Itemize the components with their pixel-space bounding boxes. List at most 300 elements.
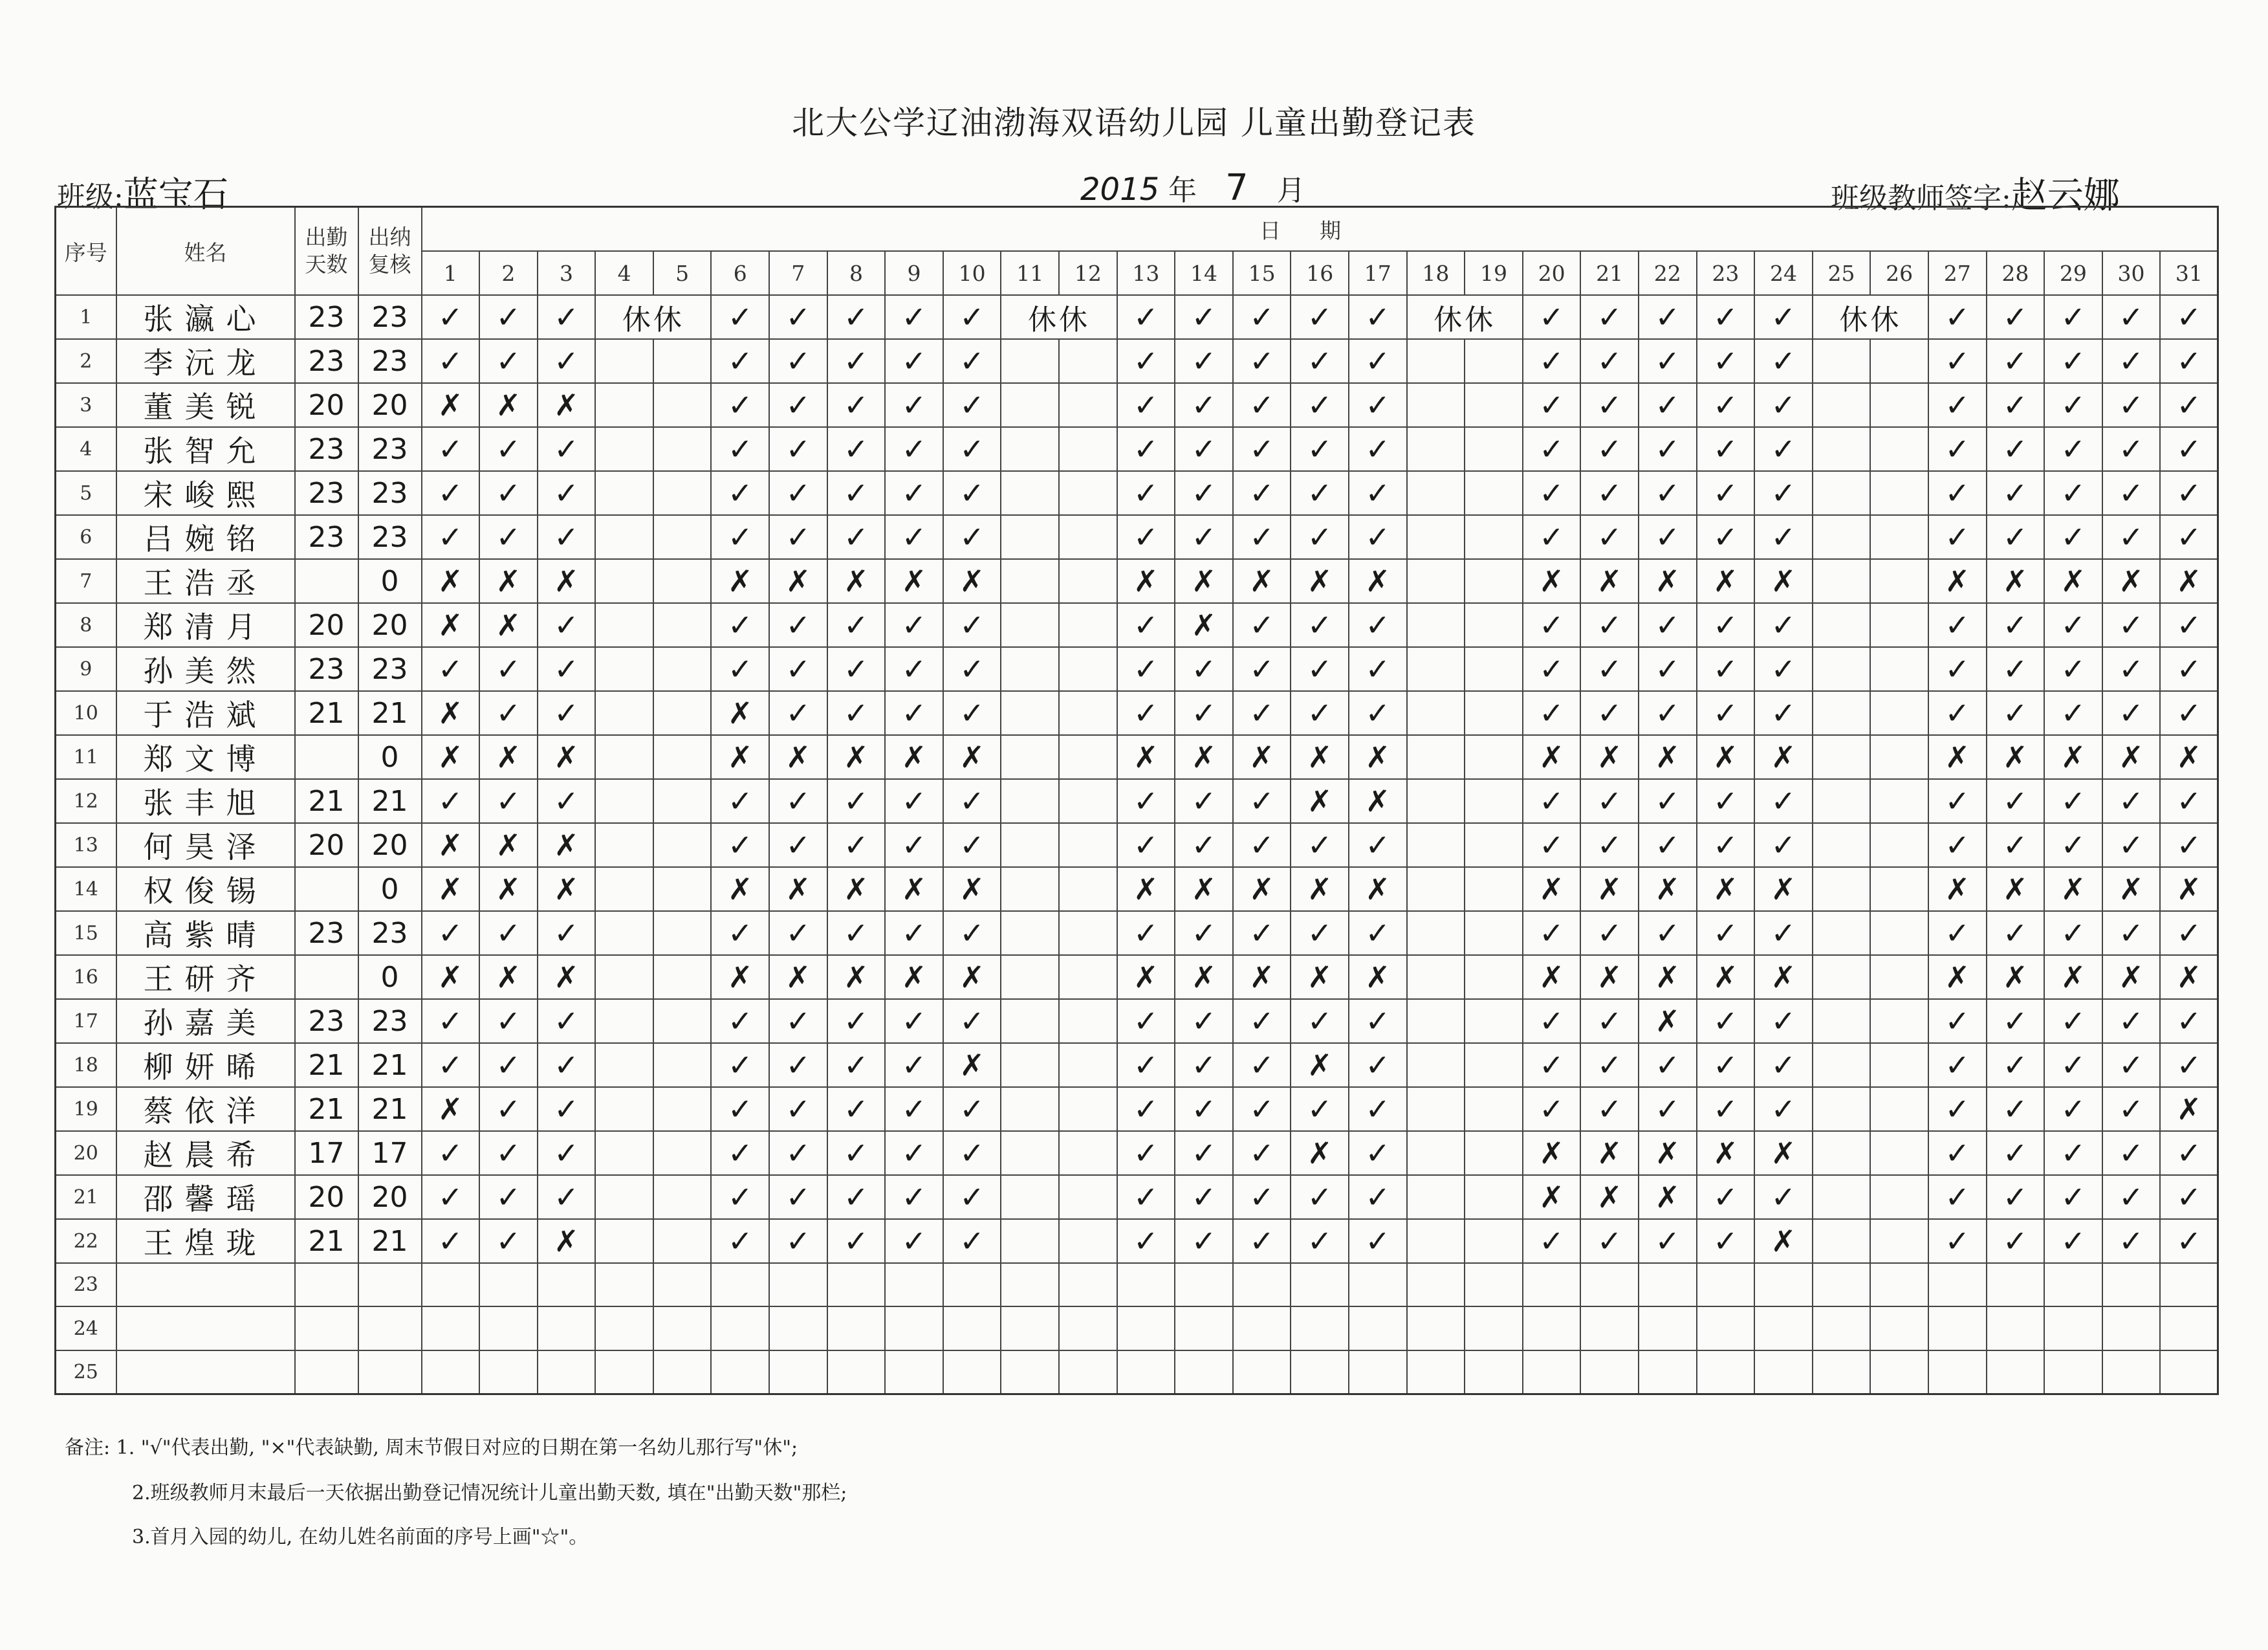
cashier-check: 23	[358, 911, 422, 955]
present-mark: ✓	[2044, 1219, 2102, 1263]
attendance-days: 21	[295, 1043, 358, 1087]
empty-cell	[1465, 427, 1523, 471]
absent-mark: ✗	[1117, 955, 1175, 999]
present-mark: ✓	[827, 999, 886, 1043]
present-mark: ✓	[479, 1043, 538, 1087]
empty-cell	[1407, 999, 1465, 1043]
present-mark: ✓	[1233, 603, 1291, 647]
empty-cell	[1407, 339, 1465, 383]
present-mark: ✓	[479, 339, 538, 383]
empty-cell	[1291, 1306, 1349, 1350]
table-row	[56, 295, 2218, 339]
empty-cell	[653, 647, 712, 691]
absent-mark: ✗	[538, 867, 596, 911]
absent-mark: ✗	[769, 735, 827, 779]
empty-cell	[1987, 1263, 2045, 1306]
empty-cell	[943, 1263, 1001, 1306]
empty-cell	[595, 691, 653, 735]
year-label: 年	[1168, 174, 1197, 207]
absent-mark: ✗	[1349, 955, 1407, 999]
present-mark: ✓	[1580, 515, 1639, 559]
absent-mark: ✗	[422, 823, 480, 867]
absent-mark: ✗	[711, 691, 769, 735]
absent-mark: ✗	[1349, 559, 1407, 603]
cashier-check	[358, 1306, 422, 1350]
present-mark: ✓	[827, 1175, 886, 1219]
empty-cell	[653, 1350, 712, 1394]
empty-cell	[1870, 383, 1928, 427]
empty-cell	[1059, 1306, 1117, 1350]
empty-cell	[1465, 515, 1523, 559]
empty-cell	[1870, 999, 1928, 1043]
absent-mark: ✗	[1697, 1131, 1755, 1175]
cashier-check: 0	[358, 559, 422, 603]
empty-cell	[1580, 1306, 1639, 1350]
present-mark: ✓	[827, 383, 886, 427]
row-number: 7	[56, 559, 116, 603]
present-mark: ✓	[2102, 515, 2161, 559]
row-number: 14	[56, 867, 116, 911]
present-mark: ✓	[1349, 295, 1407, 339]
absent-mark: ✗	[827, 735, 886, 779]
present-mark: ✓	[1697, 823, 1755, 867]
present-mark: ✓	[1928, 1087, 1987, 1131]
cashier-check: 20	[358, 823, 422, 867]
day-header: 7	[769, 251, 827, 295]
empty-cell	[1870, 427, 1928, 471]
present-mark: ✓	[885, 779, 943, 823]
present-mark: ✓	[885, 999, 943, 1043]
absent-mark: ✗	[1754, 867, 1813, 911]
empty-cell	[595, 603, 653, 647]
empty-cell	[1001, 955, 1059, 999]
empty-cell	[1001, 427, 1059, 471]
empty-cell	[595, 427, 653, 471]
empty-cell	[1813, 911, 1871, 955]
empty-cell	[1407, 515, 1465, 559]
present-mark: ✓	[1697, 999, 1755, 1043]
absent-mark: ✗	[1291, 867, 1349, 911]
present-mark: ✓	[1754, 647, 1813, 691]
absent-mark: ✗	[1349, 779, 1407, 823]
absent-mark: ✗	[1754, 1131, 1813, 1175]
absent-mark: ✗	[2044, 867, 2102, 911]
absent-mark: ✗	[479, 823, 538, 867]
present-mark: ✓	[538, 339, 596, 383]
present-mark: ✓	[1580, 603, 1639, 647]
empty-cell	[1465, 471, 1523, 515]
present-mark: ✓	[2102, 339, 2161, 383]
attendance-days: 23	[295, 911, 358, 955]
empty-cell	[1639, 1306, 1697, 1350]
present-mark: ✓	[2102, 823, 2161, 867]
present-mark: ✓	[1175, 691, 1233, 735]
absent-mark: ✗	[827, 559, 886, 603]
absent-mark: ✗	[2160, 735, 2218, 779]
present-mark: ✓	[2102, 1087, 2161, 1131]
present-mark: ✓	[1233, 1219, 1291, 1263]
empty-cell	[422, 1306, 480, 1350]
present-mark: ✓	[1291, 339, 1349, 383]
empty-cell	[1870, 911, 1928, 955]
empty-cell	[1407, 955, 1465, 999]
empty-cell	[1465, 1175, 1523, 1219]
empty-cell	[1291, 1350, 1349, 1394]
present-mark: ✓	[1175, 1175, 1233, 1219]
absent-mark: ✗	[1175, 735, 1233, 779]
present-mark: ✓	[2044, 911, 2102, 955]
attendance-days	[295, 1350, 358, 1394]
absent-mark: ✗	[1580, 735, 1639, 779]
attendance-days: 23	[295, 647, 358, 691]
note-line-2: 2.班级教师月末最后一天依据出勤登记情况统计儿童出勤天数, 填在"出勤天数"那栏;	[132, 1482, 847, 1504]
day-header: 14	[1175, 251, 1233, 295]
empty-cell	[1813, 647, 1871, 691]
present-mark: ✓	[769, 471, 827, 515]
empty-cell	[1813, 1219, 1871, 1263]
empty-cell	[1465, 647, 1523, 691]
present-mark: ✓	[1349, 427, 1407, 471]
empty-cell	[1870, 823, 1928, 867]
day-header: 5	[653, 251, 712, 295]
empty-cell	[538, 1350, 596, 1394]
child-name: 孙嘉美	[116, 999, 295, 1043]
empty-cell	[653, 1043, 712, 1087]
absent-mark: ✗	[1639, 735, 1697, 779]
present-mark: ✓	[1175, 383, 1233, 427]
present-mark: ✓	[885, 1175, 943, 1219]
present-mark: ✓	[1754, 1175, 1813, 1219]
present-mark: ✓	[1697, 1175, 1755, 1219]
empty-cell	[1987, 1350, 2045, 1394]
present-mark: ✓	[1987, 295, 2045, 339]
present-mark: ✓	[1175, 999, 1233, 1043]
present-mark: ✓	[538, 999, 596, 1043]
empty-cell	[595, 1219, 653, 1263]
empty-cell	[595, 735, 653, 779]
present-mark: ✓	[1639, 911, 1697, 955]
empty-cell	[653, 559, 712, 603]
empty-cell	[1407, 735, 1465, 779]
present-mark: ✓	[943, 383, 1001, 427]
present-mark: ✓	[943, 471, 1001, 515]
empty-cell	[1059, 1350, 1117, 1394]
empty-cell	[1465, 823, 1523, 867]
empty-cell	[595, 867, 653, 911]
absent-mark: ✗	[422, 559, 480, 603]
day-header: 24	[1754, 251, 1813, 295]
present-mark: ✓	[1117, 603, 1175, 647]
child-name: 蔡依洋	[116, 1087, 295, 1131]
empty-cell	[1870, 647, 1928, 691]
cashier-check: 21	[358, 691, 422, 735]
present-mark: ✓	[769, 339, 827, 383]
present-mark: ✓	[2160, 691, 2218, 735]
present-mark: ✓	[827, 911, 886, 955]
present-mark: ✓	[1291, 295, 1349, 339]
empty-cell	[1001, 647, 1059, 691]
absent-mark: ✗	[2044, 735, 2102, 779]
empty-cell	[1580, 1263, 1639, 1306]
empty-cell	[1697, 1350, 1755, 1394]
date-header: 日期	[422, 207, 2218, 252]
present-mark: ✓	[885, 427, 943, 471]
child-name: 宋峻熙	[116, 471, 295, 515]
absent-mark: ✗	[1697, 735, 1755, 779]
absent-mark: ✗	[538, 823, 596, 867]
empty-cell	[1059, 735, 1117, 779]
present-mark: ✓	[1639, 339, 1697, 383]
attendance-days: 20	[295, 383, 358, 427]
present-mark: ✓	[1580, 1043, 1639, 1087]
empty-cell	[2160, 1306, 2218, 1350]
absent-mark: ✗	[538, 559, 596, 603]
present-mark: ✓	[769, 779, 827, 823]
absent-mark: ✗	[943, 867, 1001, 911]
present-mark: ✓	[1523, 999, 1581, 1043]
present-mark: ✓	[1639, 1043, 1697, 1087]
empty-cell	[769, 1263, 827, 1306]
empty-cell	[1407, 559, 1465, 603]
present-mark: ✓	[1523, 383, 1581, 427]
table-row	[56, 779, 2218, 823]
present-mark: ✓	[2160, 383, 2218, 427]
present-mark: ✓	[943, 1131, 1001, 1175]
present-mark: ✓	[1754, 823, 1813, 867]
empty-cell	[1001, 383, 1059, 427]
attendance-days: 21	[295, 1219, 358, 1263]
present-mark: ✓	[538, 427, 596, 471]
attendance-days: 20	[295, 1175, 358, 1219]
present-mark: ✓	[1117, 1043, 1175, 1087]
present-mark: ✓	[1754, 295, 1813, 339]
table-row	[56, 1350, 2218, 1394]
table-row	[56, 427, 2218, 471]
absent-mark: ✗	[1639, 999, 1697, 1043]
present-mark: ✓	[2102, 999, 2161, 1043]
empty-cell	[1987, 1306, 2045, 1350]
present-mark: ✓	[1580, 295, 1639, 339]
empty-cell	[1870, 1175, 1928, 1219]
attendance-days: 23	[295, 295, 358, 339]
day-header: 20	[1523, 251, 1581, 295]
present-mark: ✓	[1754, 1087, 1813, 1131]
present-mark: ✓	[422, 1131, 480, 1175]
absent-mark: ✗	[1639, 1175, 1697, 1219]
present-mark: ✓	[2160, 295, 2218, 339]
absent-mark: ✗	[1697, 559, 1755, 603]
row-number: 16	[56, 955, 116, 999]
absent-mark: ✗	[1291, 1131, 1349, 1175]
empty-cell	[1523, 1263, 1581, 1306]
present-mark: ✓	[943, 515, 1001, 559]
day-header: 30	[2102, 251, 2161, 295]
present-mark: ✓	[1349, 1087, 1407, 1131]
present-mark: ✓	[1928, 471, 1987, 515]
present-mark: ✓	[769, 295, 827, 339]
empty-cell	[2044, 1306, 2102, 1350]
present-mark: ✓	[885, 603, 943, 647]
empty-cell	[1059, 339, 1117, 383]
present-mark: ✓	[538, 1087, 596, 1131]
empty-cell	[1407, 647, 1465, 691]
present-mark: ✓	[1928, 691, 1987, 735]
empty-cell	[1870, 1219, 1928, 1263]
present-mark: ✓	[1754, 691, 1813, 735]
present-mark: ✓	[1233, 647, 1291, 691]
empty-cell	[1813, 779, 1871, 823]
empty-cell	[1870, 1087, 1928, 1131]
class-label: 班级:	[57, 181, 124, 214]
child-name: 郑文博	[116, 735, 295, 779]
empty-cell	[1001, 911, 1059, 955]
present-mark: ✓	[827, 471, 886, 515]
child-name: 何昊泽	[116, 823, 295, 867]
empty-cell	[595, 1043, 653, 1087]
empty-cell	[1465, 735, 1523, 779]
present-mark: ✓	[1233, 295, 1291, 339]
empty-cell	[1233, 1306, 1291, 1350]
present-mark: ✓	[1117, 515, 1175, 559]
empty-cell	[1059, 1219, 1117, 1263]
present-mark: ✓	[1523, 603, 1581, 647]
present-mark: ✓	[711, 427, 769, 471]
empty-cell	[595, 647, 653, 691]
row-number: 12	[56, 779, 116, 823]
present-mark: ✓	[1233, 691, 1291, 735]
present-mark: ✓	[1987, 999, 2045, 1043]
absent-mark: ✗	[1523, 867, 1581, 911]
cashier-check: 20	[358, 1175, 422, 1219]
present-mark: ✓	[422, 1043, 480, 1087]
absent-mark: ✗	[1233, 867, 1291, 911]
present-mark: ✓	[885, 1131, 943, 1175]
attendance-days	[295, 1263, 358, 1306]
absent-mark: ✗	[827, 955, 886, 999]
empty-cell	[1059, 1175, 1117, 1219]
empty-cell	[1001, 1263, 1059, 1306]
empty-cell	[1465, 1350, 1523, 1394]
cashier-check: 0	[358, 867, 422, 911]
empty-cell	[538, 1306, 596, 1350]
row-number: 8	[56, 603, 116, 647]
empty-cell	[653, 1306, 712, 1350]
absent-mark: ✗	[1523, 1131, 1581, 1175]
present-mark: ✓	[2160, 603, 2218, 647]
table-row	[56, 867, 2218, 911]
present-mark: ✓	[1175, 823, 1233, 867]
present-mark: ✓	[1349, 823, 1407, 867]
present-mark: ✓	[943, 1175, 1001, 1219]
present-mark: ✓	[1639, 427, 1697, 471]
empty-cell	[711, 1350, 769, 1394]
present-mark: ✓	[1697, 471, 1755, 515]
empty-cell	[653, 1175, 712, 1219]
day-header: 15	[1233, 251, 1291, 295]
cashier-check: 0	[358, 955, 422, 999]
empty-cell	[1407, 383, 1465, 427]
present-mark: ✓	[1233, 1131, 1291, 1175]
present-mark: ✓	[1523, 1043, 1581, 1087]
cashier-check: 23	[358, 471, 422, 515]
present-mark: ✓	[1639, 647, 1697, 691]
present-mark: ✓	[1754, 339, 1813, 383]
present-mark: ✓	[1175, 295, 1233, 339]
empty-cell	[1349, 1263, 1407, 1306]
table-row	[56, 1131, 2218, 1175]
present-mark: ✓	[1523, 1219, 1581, 1263]
row-number: 19	[56, 1087, 116, 1131]
day-header: 19	[1465, 251, 1523, 295]
empty-cell	[1813, 515, 1871, 559]
empty-cell	[1001, 1087, 1059, 1131]
present-mark: ✓	[2044, 1087, 2102, 1131]
present-mark: ✓	[2044, 691, 2102, 735]
empty-cell	[1813, 955, 1871, 999]
empty-cell	[1813, 691, 1871, 735]
present-mark: ✓	[2160, 999, 2218, 1043]
present-mark: ✓	[1754, 779, 1813, 823]
attendance-days-header: 出勤天数	[295, 207, 358, 296]
present-mark: ✓	[1639, 1087, 1697, 1131]
empty-cell	[1001, 1219, 1059, 1263]
present-mark: ✓	[1175, 515, 1233, 559]
attendance-days: 21	[295, 691, 358, 735]
absent-mark: ✗	[2160, 1087, 2218, 1131]
empty-cell	[479, 1306, 538, 1350]
present-mark: ✓	[827, 603, 886, 647]
empty-cell	[1349, 1306, 1407, 1350]
empty-cell	[1928, 1263, 1987, 1306]
present-mark: ✓	[1523, 295, 1581, 339]
empty-cell	[885, 1263, 943, 1306]
empty-cell	[1813, 735, 1871, 779]
cashier-check: 0	[358, 735, 422, 779]
absent-mark: ✗	[1754, 559, 1813, 603]
present-mark: ✓	[943, 603, 1001, 647]
empty-cell	[1465, 603, 1523, 647]
present-mark: ✓	[479, 999, 538, 1043]
present-mark: ✓	[422, 295, 480, 339]
present-mark: ✓	[422, 1175, 480, 1219]
present-mark: ✓	[2102, 779, 2161, 823]
empty-cell	[1813, 1087, 1871, 1131]
empty-cell	[1117, 1263, 1175, 1306]
present-mark: ✓	[827, 1087, 886, 1131]
present-mark: ✓	[1117, 471, 1175, 515]
present-mark: ✓	[1233, 383, 1291, 427]
present-mark: ✓	[769, 603, 827, 647]
present-mark: ✓	[885, 691, 943, 735]
empty-cell	[595, 999, 653, 1043]
empty-cell	[653, 471, 712, 515]
day-header: 8	[827, 251, 886, 295]
cashier-check-header: 出纳复核	[358, 207, 422, 296]
empty-cell	[653, 603, 712, 647]
present-mark: ✓	[943, 1219, 1001, 1263]
present-mark: ✓	[1754, 603, 1813, 647]
child-name: 权俊锡	[116, 867, 295, 911]
present-mark: ✓	[1233, 339, 1291, 383]
empty-cell	[1870, 691, 1928, 735]
present-mark: ✓	[885, 647, 943, 691]
empty-cell	[1059, 867, 1117, 911]
absent-mark: ✗	[885, 955, 943, 999]
absent-mark: ✗	[1928, 955, 1987, 999]
attendance-days: 17	[295, 1131, 358, 1175]
empty-cell	[1233, 1350, 1291, 1394]
absent-mark: ✗	[1987, 559, 2045, 603]
